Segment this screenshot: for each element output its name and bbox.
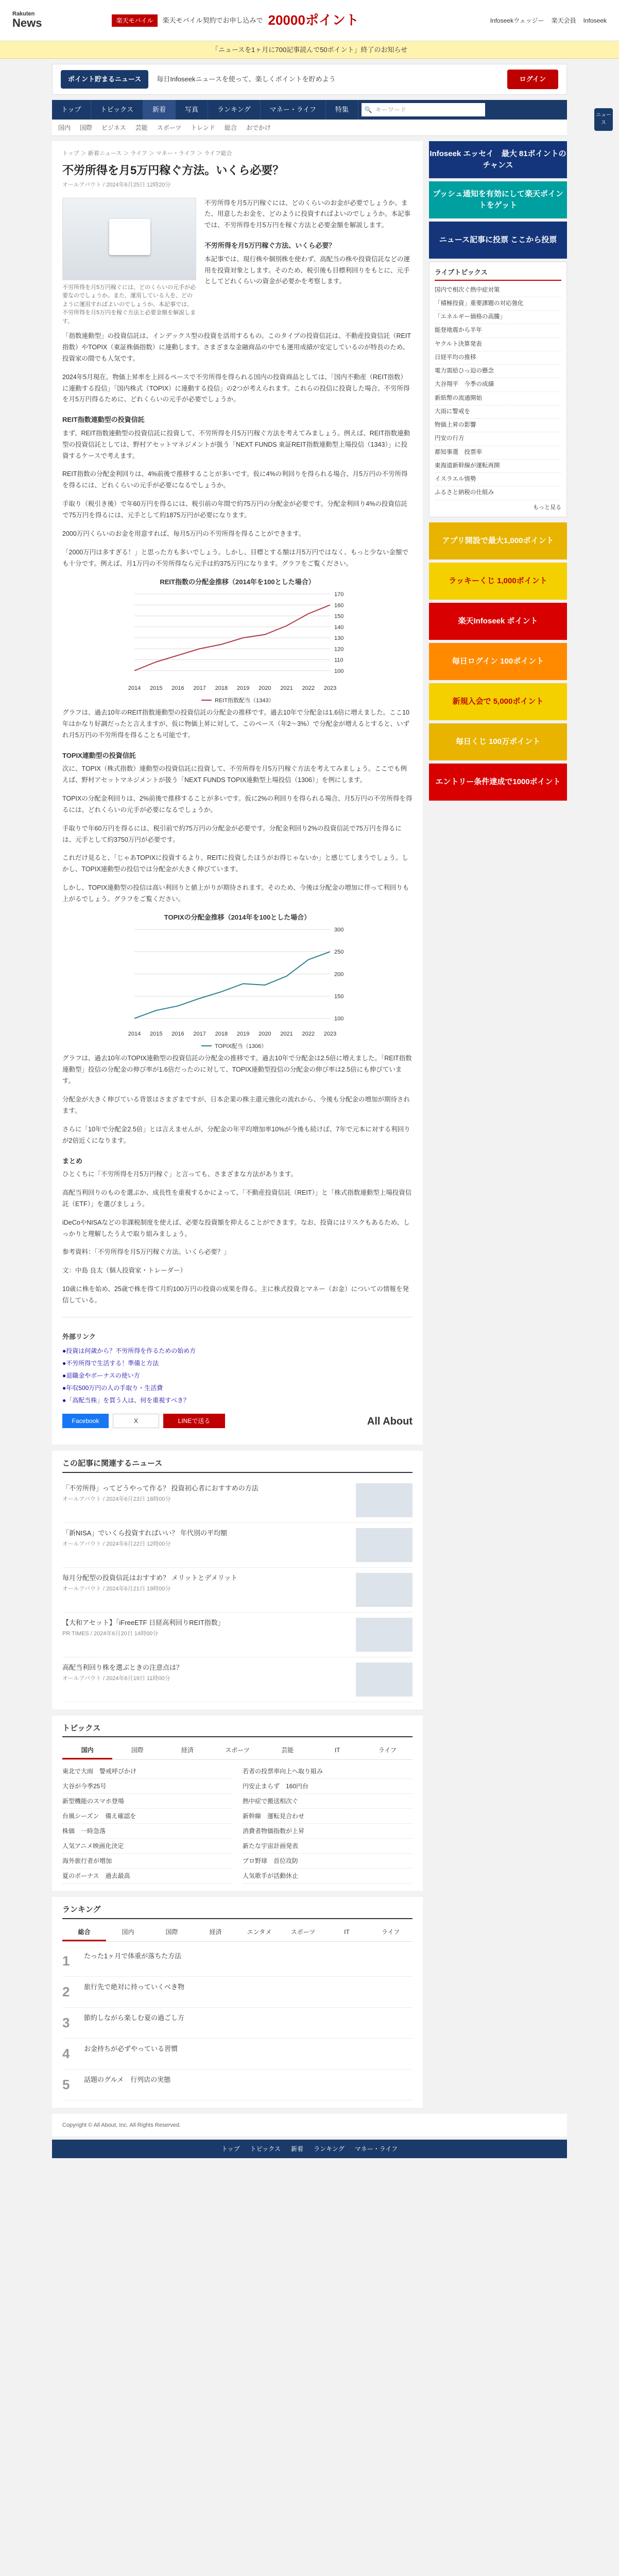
- search-placeholder: キーワード: [375, 106, 406, 113]
- live-topic-item[interactable]: 大谷翔平 今季の成績: [435, 378, 561, 392]
- promo-text: アプリ開設で最大1,000ポイント: [442, 536, 554, 545]
- sale-points: 20000ポイント: [268, 12, 359, 28]
- ranking-tabs: [62, 1924, 412, 1942]
- topic-item[interactable]: 人気アニメ映画化決定: [62, 1839, 232, 1854]
- sale-text: 楽天モバイル契約でお申し込みで: [162, 16, 263, 24]
- paragraph: REIT指数の分配金利回りは、4%前後で推移することが多いです。仮に4%の利回りを得られる場合、月5万円の不労所得を得るには、どれくらいの元手が必要になるでしょうか。: [62, 470, 408, 489]
- more-link[interactable]: もっと見る: [533, 504, 561, 511]
- live-topic-item[interactable]: 円安の行方: [435, 432, 561, 446]
- promo-text: 毎日ログイン 100ポイント: [452, 656, 544, 666]
- x-tick-label: 2019: [236, 685, 250, 692]
- footer: [52, 2114, 567, 2137]
- paragraph: さらに「10年で分配金2.5倍」とは言えませんが、分配金の年平均増加率10%が今後も続けば、7年で元本に対する利回りが2倍近くになります。: [62, 1125, 410, 1144]
- tab-life[interactable]: ライフ: [381, 1928, 400, 1936]
- essay-promo[interactable]: [429, 141, 567, 178]
- y-tick-label: 150: [334, 994, 344, 1001]
- tab-domestic[interactable]: 国内: [122, 1928, 134, 1936]
- topic-item[interactable]: 人気歌手が活動休止: [243, 1869, 412, 1884]
- paragraph: 分配金が大きく伸びている背景はさまざまですが、日本企業の株主還元強化の流れから、今後も分配金の増加が期待されます。: [62, 1096, 410, 1114]
- ranking-item[interactable]: [62, 1977, 412, 2008]
- side-promo[interactable]: [429, 764, 567, 801]
- x-tick-label: 2023: [323, 1031, 337, 1038]
- news-thumbnail: [356, 1573, 412, 1607]
- ranking-title: ランキング: [62, 1904, 412, 1919]
- live-topic-item[interactable]: 東海道新幹線が運転再開: [435, 460, 561, 473]
- subnav-item[interactable]: 国内: [58, 124, 71, 131]
- external-link[interactable]: ●不労所得で生活する！準備と方法: [62, 1360, 159, 1367]
- live-topic-item[interactable]: 「エネルギー価格の高騰」: [435, 311, 561, 324]
- section-heading: 不労所得を月5万円稼ぐ方法、いくら必要？: [204, 242, 336, 250]
- paragraph: しかし、TOPIX連動型の投信は高い利回りと値上がりが期待されます。そのため、今後は分配金の増加に伴って利回りも上がるでしょう。グラフをご覧ください。: [62, 884, 409, 903]
- topic-item[interactable]: 海外旅行者が増加: [62, 1854, 232, 1869]
- topic-item[interactable]: 円安止まらず 160円台: [243, 1779, 412, 1794]
- news-thumbnail: [356, 1618, 412, 1652]
- tab-all[interactable]: 総合: [62, 1924, 106, 1941]
- paragraph: グラフは、過去10年のTOPIX連動型の投資信託の分配金の推移です。過去10年で分配金は2.5倍に増えました。「REIT指数連動型」投信の分配金の伸び率が1.6倍だったのに対して、TOPIX連動型投信の分配金の伸び率は2.5倍にも伸びています。: [62, 1055, 412, 1085]
- news-item[interactable]: [62, 1478, 412, 1523]
- subnav-item[interactable]: ビジネス: [101, 124, 126, 131]
- x-tick-label: 2016: [171, 685, 184, 692]
- y-tick-label: 130: [334, 635, 344, 642]
- reit-chart: [109, 589, 366, 707]
- chart2-title: TOPIXの分配金推移（2014年を100とした場合）: [164, 913, 311, 921]
- topic-item[interactable]: 新幹線 運転見合わせ: [243, 1809, 412, 1824]
- logo-brand: Rakuten: [12, 11, 35, 18]
- nav-new[interactable]: 新着: [143, 100, 176, 120]
- subnav-item[interactable]: おでかけ: [246, 124, 271, 131]
- x-tick-label: 2020: [259, 685, 271, 692]
- floating-news-button[interactable]: [594, 108, 613, 131]
- sub-nav: [52, 120, 567, 136]
- infoseek-link[interactable]: Infoseek: [583, 16, 607, 24]
- x-tick-label: 2014: [128, 685, 141, 692]
- rank-title: お金持ちが必ずやっている習慣: [84, 2044, 178, 2053]
- ranking-item[interactable]: [62, 2039, 412, 2070]
- y-tick-label: 100: [334, 668, 344, 674]
- y-tick-label: 120: [334, 646, 344, 653]
- sidebar: [429, 141, 567, 1445]
- news-source: オールアバウト / 2024年6月21日 19時00分: [62, 1586, 171, 1592]
- points-pill: ポイント貯まるニュース: [61, 70, 148, 89]
- topic-item[interactable]: 夏のボーナス 過去最高: [62, 1869, 232, 1884]
- promo-text: 楽天Infoseek ポイント: [458, 616, 538, 625]
- article-title: 不労所得を月5万円稼ぐ方法。いくら必要？: [62, 163, 284, 177]
- rank-title: たった1ヶ月で体重が落ちた方法: [84, 1952, 182, 1960]
- news-source: オールアバウト / 2024年6月23日 18時00分: [62, 1496, 171, 1503]
- promo-text: ラッキーくじ 1,000ポイント: [449, 576, 547, 585]
- external-link[interactable]: ●退職金やボーナスの使い方: [62, 1372, 140, 1380]
- x-tick-label: 2022: [302, 1031, 315, 1038]
- live-topic-item[interactable]: ふるさと納税の仕組み: [435, 486, 561, 500]
- rank-number: 2: [62, 1984, 70, 1999]
- rank-number: 1: [62, 1953, 70, 1969]
- side-promo[interactable]: [429, 643, 567, 680]
- tab-international[interactable]: 国際: [131, 1747, 144, 1754]
- news-source: オールアバウト / 2024年6月19日 11時00分: [62, 1675, 170, 1682]
- live-topic-item[interactable]: 国内で相次ぐ熱中症対策: [435, 284, 561, 297]
- x-share-button[interactable]: X: [113, 1414, 159, 1428]
- bottom-nav-item[interactable]: トピックス: [250, 2145, 281, 2153]
- paragraph: ひとくちに「不労所得を月5万円稼ぐ」と言っても、さまざまな方法があります。: [62, 1171, 297, 1178]
- news-source: オールアバウト / 2024年6月22日 12時00分: [62, 1541, 171, 1548]
- side-promo[interactable]: [429, 723, 567, 760]
- related-news: [52, 1451, 423, 1709]
- bottom-nav-item[interactable]: マネー・ライフ: [354, 2145, 398, 2153]
- y-tick-label: 150: [334, 613, 344, 620]
- paragraph: TOPIXの分配金利回りは、2%前後で推移することが多いです。仮に2%の利回りを得られる場合、月5万円の不労所得を得るには、どれくらいの元手が必要になるでしょうか。: [62, 794, 412, 814]
- news-item[interactable]: [62, 1657, 412, 1702]
- paragraph: 2024年5月現在、物価上昇率を上回るペースで不労所得を得られる国内の投資商品としては、「国内不動産（REIT指数）に連動する投信」「国内株式（TOPIX）に連動する投信」の2つが考えられます。これらの投信に投資した場合、不労所得を月5万円得るために、どれくらいの元手が必要でしょうか。: [62, 373, 410, 403]
- image-caption: 不労所得を月5万円稼ぐには、どのくらいの元手が必要なのでしょうか。また、運用している人を、どのように運用すればよいのでしょうか。本記事では、不労所得を月5万円を稼ぐ方法と必要金額を解説します。: [62, 284, 196, 325]
- breadcrumb[interactable]: トップ ＞ 新着ニュース ＞ ライフ ＞ マネー・ライフ ＞ ライフ総合: [62, 150, 232, 157]
- external-links-heading: 外部リンク: [62, 1332, 96, 1341]
- rank-title: 節約しながら楽しむ夏の過ごし方: [84, 2013, 185, 2022]
- rank-number: 5: [62, 2076, 70, 2092]
- sale-tag: 楽天モバイル: [112, 14, 157, 27]
- section-heading: まとめ: [62, 1157, 83, 1165]
- paragraph: これだけ見ると、「じゃあTOPIXに投資するより、REITに投資したほうがお得じゃないか」と感じてしまうでしょう。しかし、TOPIX連動型の投信では分配金が大きく伸びています。: [62, 854, 409, 873]
- subnav-item[interactable]: 国際: [80, 124, 93, 131]
- news-source: PR TIMES / 2024年6月20日 14時00分: [62, 1631, 159, 1637]
- user-area: [490, 16, 607, 25]
- tab-economy[interactable]: 経済: [181, 1747, 194, 1754]
- ranking-item[interactable]: [62, 2008, 412, 2039]
- login-bar: [52, 64, 567, 95]
- author-line: 文：中島 良太（個人投資家・トレーダー）: [62, 1267, 186, 1275]
- live-topic-item[interactable]: イスラエル情勢: [435, 473, 561, 486]
- ranking-section: [52, 1897, 423, 2108]
- x-tick-label: 2019: [236, 1031, 250, 1038]
- topic-item[interactable]: 消費者物価指数が上昇: [243, 1824, 412, 1839]
- search-input[interactable]: [362, 103, 485, 116]
- share-bar: [62, 1414, 412, 1429]
- news-item[interactable]: [62, 1523, 412, 1568]
- x-tick-label: 2022: [302, 685, 315, 692]
- article-meta: オールアバウト / 2024年6月25日 12時20分: [62, 182, 171, 189]
- mobile-sale-banner[interactable]: [112, 10, 358, 30]
- article-image: [62, 198, 196, 326]
- logo-main: News: [12, 16, 42, 30]
- copyright: Copyright © All About, Inc. All Rights Reserved.: [62, 2122, 181, 2128]
- rank-number: 3: [62, 2014, 70, 2030]
- x-tick-label: 2015: [149, 685, 163, 692]
- allabout-logo[interactable]: All About: [367, 1416, 412, 1428]
- tab-sports[interactable]: スポーツ: [290, 1928, 316, 1936]
- section-heading: REIT指数連動型の投資信託: [62, 416, 145, 424]
- nav-topics[interactable]: トピックス: [91, 100, 143, 120]
- y-tick-label: 160: [334, 602, 344, 609]
- paragraph: 「2000万円は多すぎる！」と思った方も多いでしょう。しかし、目標とする額は月5万円ではなく、もっと少ない金額でも十分です。例えば、月1万円の不労所得なら元手は約375万円になります。グラフをご覧ください。: [62, 548, 409, 567]
- live-topics: [429, 262, 567, 517]
- notice-text: 「ニュースを1ヶ月に700記事読んで50ポイント」終了のお知らせ: [211, 46, 408, 54]
- live-topics-title: ライブトピックス: [435, 267, 561, 281]
- rank-number: 4: [62, 2045, 70, 2061]
- paragraph: 手取り（税引き後）で年60万円を得るには、税引前の年間で約75万円の分配金が必要です。分配金利回り4%の投資信託で75万円を得るには、元手として約1875万円が必要になります。: [62, 500, 407, 519]
- notice-bar[interactable]: [0, 41, 619, 59]
- user-name[interactable]: Infoseekウェッジー: [490, 16, 544, 24]
- topic-item[interactable]: 新型機能のスマホ登場: [62, 1794, 232, 1809]
- side-promo[interactable]: [429, 683, 567, 720]
- laptop-photo: [62, 198, 196, 280]
- live-topic-item[interactable]: ヤクルト決算発表: [435, 338, 561, 351]
- subnav-item[interactable]: スポーツ: [157, 124, 182, 131]
- news-title: 【大和アセット】「iFreeETF 日経高利回りREIT指数」: [62, 1618, 225, 1626]
- news-item[interactable]: [62, 1568, 412, 1613]
- topic-item[interactable]: 新たな宇宙計画発表: [243, 1839, 412, 1854]
- y-tick-label: 110: [334, 657, 343, 664]
- external-links: [62, 1317, 412, 1407]
- live-topic-item[interactable]: 都知事選 投票率: [435, 446, 561, 460]
- promo-text: エントリー条件達成で1000ポイント: [435, 777, 561, 786]
- topix-chart: [109, 924, 366, 1053]
- x-tick-label: 2021: [280, 1031, 293, 1038]
- paragraph: 次に、TOPIX（株式指数）連動型の投資信託に投資して、不労所得を月5万円稼ぐ方法を考えてみましょう。ここでも例えば、野村アセットマネジメントが扱う「NEXT FUNDS TOPIX連動型上場投信（1306）」を例にします。: [62, 765, 407, 784]
- top-header: [0, 0, 619, 41]
- float-label: ニュース: [596, 112, 611, 126]
- author-bio: 10歳に株を始め、25歳で株を得て月約100万円の投資の成果を得る。主に株式投資とマネー（お金）についての情報を発信している。: [62, 1285, 409, 1304]
- subnav-item[interactable]: トレンド: [191, 124, 215, 131]
- topics-list: [62, 1764, 412, 1884]
- x-tick-label: 2021: [280, 685, 293, 692]
- x-tick-label: 2015: [149, 1031, 163, 1038]
- push-promo[interactable]: [429, 181, 567, 218]
- subnav-item[interactable]: 芸能: [135, 124, 148, 131]
- side-promo[interactable]: [429, 603, 567, 640]
- vote-promo-text: ニュース記事に投票 ここから投票: [439, 235, 557, 244]
- ranking-item[interactable]: [62, 2070, 412, 2100]
- site-logo[interactable]: [12, 11, 42, 29]
- news-title: 「不労所得」ってどうやって作る？ 投資初心者におすすめの方法: [62, 1484, 259, 1492]
- x-tick-label: 2014: [128, 1031, 141, 1038]
- x-tick-label: 2023: [323, 685, 337, 692]
- topic-item[interactable]: 株価 一時急落: [62, 1824, 232, 1839]
- live-topic-item[interactable]: 電力需給ひっ迫の懸念: [435, 365, 561, 378]
- tab-entertainment[interactable]: エンタメ: [247, 1928, 272, 1936]
- y-tick-label: 200: [334, 971, 344, 978]
- subnav-item[interactable]: 総合: [224, 124, 237, 131]
- promo-text: 毎日くじ 100万ポイント: [455, 737, 541, 746]
- legend-label: TOPIX配当（1306）: [215, 1043, 267, 1050]
- external-link[interactable]: ●年収500万円の人の手取り・生活費: [62, 1384, 163, 1392]
- paragraph: 不労所得を月5万円稼ぐには、どのくらいのお金が必要でしょうか。また、用意したお金を、どのように投資すればよいのでしょうか。本記事では、不労所得を月5万円を稼ぐ方法と必要金額を解説します。: [204, 199, 411, 229]
- tab-life[interactable]: ライフ: [378, 1747, 397, 1754]
- tab-entertainment[interactable]: 芸能: [281, 1747, 294, 1754]
- news-title: 高配当利回り株を選ぶときの注意点は？: [62, 1663, 183, 1671]
- member-link[interactable]: 楽天会員: [551, 16, 576, 24]
- paragraph: 高配当利回りのものを選ぶか、成長性を重視するかによって、「不動産投資信託（REIT）」と「株式指数連動型上場投資信託（ETF）」を選びましょう。: [62, 1189, 412, 1208]
- x-tick-label: 2018: [215, 1031, 228, 1038]
- related-news-title: この記事に関連するニュース: [62, 1458, 412, 1473]
- nav-photos[interactable]: 写真: [176, 100, 208, 120]
- legend-label: REIT指数配当（1343）: [215, 698, 274, 704]
- x-tick-label: 2020: [259, 1031, 271, 1038]
- nav-ranking[interactable]: ランキング: [208, 100, 261, 120]
- bottom-nav: [52, 2140, 567, 2158]
- section-heading: TOPIX連動型の投資信託: [62, 751, 136, 759]
- line-share-button[interactable]: LINEで送る: [163, 1414, 225, 1428]
- bottom-nav-item[interactable]: ランキング: [314, 2145, 345, 2153]
- paragraph: 「指数連動型」の投資信託は、インデックス型の投資を活用するもの。このタイプの投資信託は、不動産投資信託（REIT指数）やTOPIX（東証株価指数）に連動します。さまざまな金融商品の中でも運用成績が安定しているのが特長のため、投資家の間でも人気です。: [62, 332, 411, 362]
- bottom-nav-item[interactable]: 新着: [291, 2145, 304, 2153]
- login-message: 毎日Infoseekニュースを使って、楽しくポイントを貯めよう: [157, 75, 336, 83]
- news-title: 「新NISA」でいくら投資すればいい？ 年代別の平均額: [62, 1529, 227, 1537]
- x-tick-label: 2017: [193, 685, 206, 692]
- paragraph: グラフは、過去10年のREIT指数連動型の投資信託の分配金の推移です。過去10年で分配金は1.6倍に増えました。ここ10年はかなり好調だったと言えますが、仮に物価上昇に対して、このペース（年2〜3%）で分配金が増えるとすると、いずれ月5万円の不労所得を得ることも可能です。: [62, 709, 410, 739]
- news-title: 毎月分配型の投資信託はおすすめ？ メリットとデメリット: [62, 1573, 238, 1582]
- live-topic-item[interactable]: 日経平均の推移: [435, 351, 561, 365]
- nav-money[interactable]: マネー・ライフ: [261, 100, 326, 120]
- ranking-item[interactable]: [62, 1946, 412, 1977]
- article-column: [52, 141, 423, 1445]
- topic-item[interactable]: 台風シーズン 備え確認を: [62, 1809, 232, 1824]
- y-tick-label: 170: [334, 591, 344, 598]
- tab-domestic[interactable]: 国内: [62, 1742, 112, 1759]
- promo-text: 新規入会で 5,000ポイント: [452, 697, 544, 706]
- paragraph: 参考資料：「不労所得を月5万円稼ぐ方法。いくら必要？」: [62, 1248, 230, 1256]
- paragraph: iDeCoやNISAなどの非課税制度を使えば、必要な投資額を抑えることができます。なお、投資にはリスクもあるため、しっかりと理解したうえで取り組みましょう。: [62, 1218, 410, 1238]
- topics-section: [52, 1716, 423, 1891]
- news-thumbnail: [356, 1528, 412, 1562]
- live-topic-item[interactable]: 能登地震から半年: [435, 324, 561, 337]
- topic-item[interactable]: 東北で大雨 警戒呼びかけ: [62, 1764, 232, 1779]
- tab-economy[interactable]: 経済: [209, 1928, 222, 1936]
- y-tick-label: 300: [334, 927, 344, 934]
- side-promo[interactable]: [429, 563, 567, 600]
- news-thumbnail: [356, 1663, 412, 1697]
- nav-top[interactable]: トップ: [52, 100, 91, 120]
- chart1-title: REIT指数の分配金推移（2014年を100とした場合）: [160, 578, 315, 586]
- y-tick-label: 140: [334, 624, 344, 631]
- rank-title: 旅行先で絶対に持っていくべき物: [84, 1982, 185, 1991]
- tab-it[interactable]: IT: [334, 1747, 340, 1754]
- topic-item[interactable]: 熱中症で搬送相次ぐ: [243, 1794, 412, 1809]
- paragraph: 2000万円くらいのお金を用意すれば、毎月5万円の不労所得を得ることができます。: [62, 530, 305, 537]
- x-tick-label: 2016: [171, 1031, 184, 1038]
- y-tick-label: 250: [334, 949, 344, 956]
- paragraph: 本記事では、現行株や個別株を使わず、高配当の株や投資信託などの運用を投資対象とします。そのため、税引後も目標利回りをもとに、元手としてどれくらいの資金が必要かを考察します。: [204, 255, 410, 285]
- push-promo-text: プッシュ通知を有効にして楽天ポイントをゲット: [433, 189, 563, 210]
- live-topic-item[interactable]: 物価上昇の影響: [435, 419, 561, 432]
- topics-title: トピックス: [62, 1723, 412, 1738]
- live-topic-item[interactable]: 「積極投資」重要課題の対応強化: [435, 297, 561, 311]
- series-line: [134, 952, 330, 1019]
- side-promo[interactable]: [429, 522, 567, 560]
- paragraph: 手取りで年60万円を得るには、税引前で約75万円の分配金が必要です。分配金利回り2%の投資信託で75万円を得るには、元手として約3750万円が必要です。: [62, 824, 402, 843]
- tab-it[interactable]: IT: [344, 1928, 350, 1936]
- x-tick-label: 2017: [193, 1031, 206, 1038]
- facebook-share-button[interactable]: Facebook: [62, 1414, 109, 1428]
- external-link[interactable]: ●「高配当株」を買う人は、何を重視すべき？: [62, 1397, 190, 1404]
- x-tick-label: 2018: [215, 685, 228, 692]
- search-icon: 🔍: [364, 106, 372, 113]
- topic-item[interactable]: 大谷が今季25号: [62, 1779, 232, 1794]
- rank-title: 話題のグルメ 行列店の実態: [84, 2075, 171, 2083]
- live-topic-item[interactable]: 新紙幣の流通開始: [435, 392, 561, 405]
- news-item[interactable]: [62, 1613, 412, 1657]
- tab-international[interactable]: 国際: [165, 1928, 178, 1936]
- essay-promo-text: Infoseek エッセイ 最大 81ポイントのチャンス: [429, 149, 566, 170]
- topics-tabs: [62, 1742, 412, 1760]
- topic-item[interactable]: プロ野球 首位攻防: [243, 1854, 412, 1869]
- live-topic-item[interactable]: 大雨に警戒を: [435, 405, 561, 419]
- main-nav: [52, 100, 567, 120]
- y-tick-label: 100: [334, 1016, 344, 1023]
- nav-feature[interactable]: 特集: [326, 100, 358, 120]
- login-button[interactable]: ログイン: [507, 70, 558, 89]
- news-thumbnail: [356, 1483, 412, 1517]
- external-link[interactable]: ●投資は何歳から？不労所得を作るための始め方: [62, 1347, 196, 1355]
- tab-sports[interactable]: スポーツ: [225, 1747, 250, 1754]
- paragraph: まず、REIT指数連動型の投資信託に投資して、不労所得を月5万円稼ぐ方法を考えてみましょう。例えば、REIT指数連動型の投資信託としては、野村アセットマネジメントが扱う「NEXT FUNDS 東証REIT指数連動型上場投信（1343）」に投資するケースで考えます。: [62, 429, 410, 460]
- vote-promo[interactable]: [429, 222, 567, 259]
- topic-item[interactable]: 若者の投票率向上へ取り組み: [243, 1764, 412, 1779]
- bottom-nav-item[interactable]: トップ: [221, 2145, 240, 2153]
